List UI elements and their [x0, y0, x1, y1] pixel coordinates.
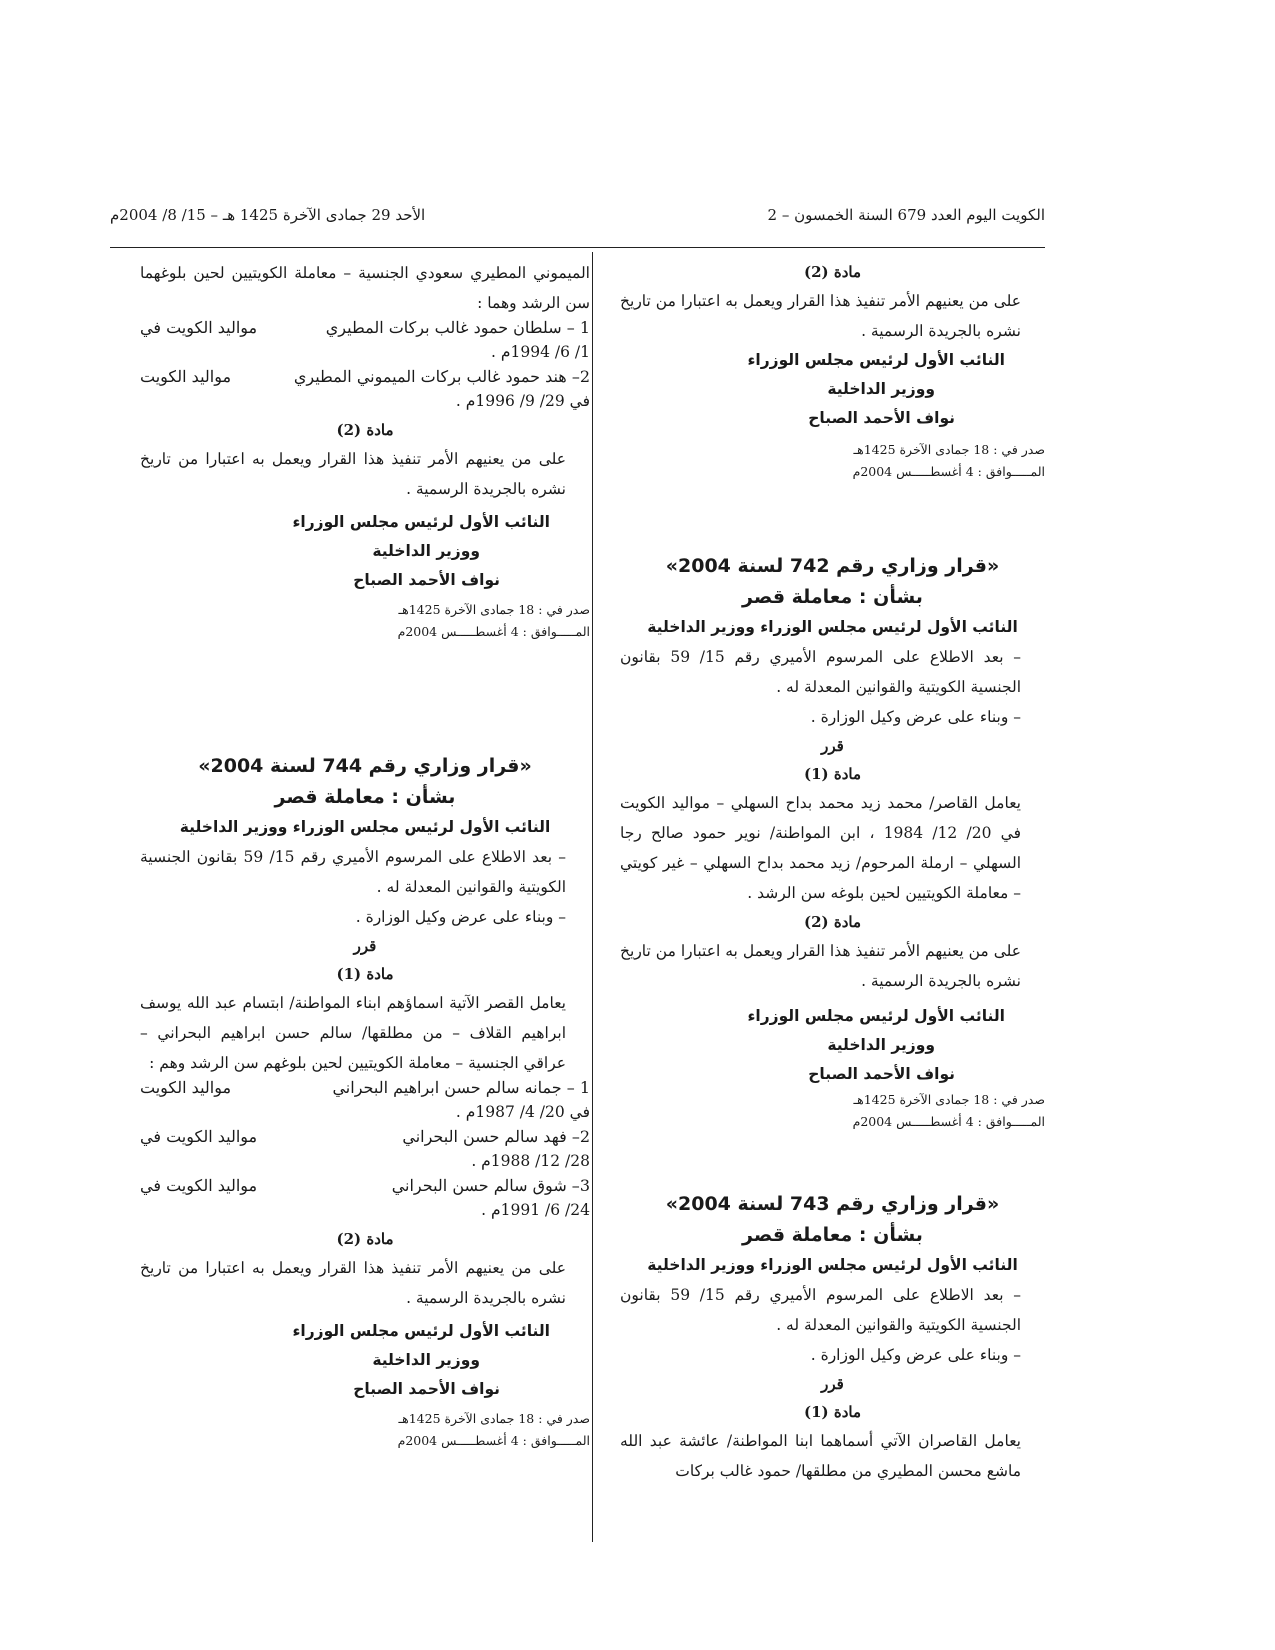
article-text: على من يعنيهم الأمر تنفيذ هذا القرار ويعمل به اعتبارا من تاريخ نشره بالجريدة الرسمية . [140, 1259, 566, 1307]
corresponding-date: المـــــوافق : 4 أغسطـــــس 2004م [397, 624, 590, 639]
preamble-text: – وبناء على عرض وكيل الوزارة . [810, 708, 1021, 726]
list-item [140, 1127, 590, 1146]
signature-ministry: ووزير الداخلية [827, 380, 935, 398]
list-item-date: 1/ 6/ 1994م . [491, 343, 590, 361]
header-publication: الكويت اليوم العدد 679 السنة الخمسون – 2 [767, 206, 1045, 224]
decree-title: «قرار وزاري رقم 744 لسنة 2004» [198, 755, 532, 777]
article-text: على من يعنيهم الأمر تنفيذ هذا القرار ويعمل به اعتبارا من تاريخ نشره بالجريدة الرسمية . [620, 292, 1021, 340]
list-item-birthplace: مواليد الكويت [140, 1078, 232, 1097]
decree-title: «قرار وزاري رقم 742 لسنة 2004» [665, 555, 1000, 577]
issue-date: صدر في : 18 جمادى الآخرة 1425هـ [398, 1411, 590, 1426]
article-text: يعامل القاصران الآتي أسماهما ابنا المواطنة/ عائشة عبد الله ماشع محسن المطيري من مطلقها/ حمود غالب بركات [620, 1432, 1021, 1480]
signature-name: نواف الأحمد الصباح [808, 1065, 955, 1083]
preamble-text: – بعد الاطلاع على المرسوم الأميري رقم 15/ 59 بقانون الجنسية الكويتية والقوانين المعدلة له . [140, 848, 566, 896]
article-text: يعامل القاصر/ محمد زيد محمد بداح السهلي – مواليد الكويت في 20/ 12/ 1984 ، ابن المواطنة/ نوير حمود صالح رجا السهلي – ارملة المرحوم/ زيد محمد بداح السهلي – غير كويتي – معاملة الكويتيين لحين بلوغه سن الرشد . [620, 794, 1021, 902]
list-item [140, 1176, 590, 1195]
prev-decree-end [620, 258, 1045, 483]
issue-date: صدر في : 18 جمادى الآخرة 1425هـ [398, 602, 590, 617]
header-date: الأحد 29 جمادى الآخرة 1425 هـ – 15/ 8/ 2004م [110, 206, 426, 224]
list-item-name: 2– هند حمود غالب بركات الميموني المطيري [293, 367, 590, 386]
decree-744 [140, 750, 590, 1452]
signature-title: النائب الأول لرئيس مجلس الوزراء [292, 1322, 550, 1340]
preamble-text: – وبناء على عرض وكيل الوزارة . [355, 908, 566, 926]
corresponding-date: المـــــوافق : 4 أغسطـــــس 2004م [397, 1433, 590, 1448]
list-item-name: 1 – جمانه سالم حسن ابراهيم البحراني [332, 1078, 590, 1097]
article-heading: مادة (2) [336, 1230, 394, 1248]
list-item-birthplace: مواليد الكويت في [140, 318, 258, 337]
continuation-text: الميموني المطيري سعودي الجنسية – معاملة الكويتيين لحين بلوغهما سن الرشد وهما : [140, 264, 590, 312]
signature-title: النائب الأول لرئيس مجلس الوزراء [747, 351, 1005, 369]
decree-subject: بشأن : معاملة قصر [742, 586, 923, 608]
article-heading: مادة (1) [803, 1403, 861, 1421]
issue-date: صدر في : 18 جمادى الآخرة 1425هـ [853, 442, 1045, 457]
list-item-birthplace: مواليد الكويت في [140, 1176, 258, 1195]
list-item-birthplace: مواليد الكويت في [140, 1127, 258, 1146]
signature-name: نواف الأحمد الصباح [808, 409, 955, 427]
article-heading: مادة (1) [336, 965, 394, 983]
decided-heading: قرر [821, 737, 844, 755]
preamble-text: – وبناء على عرض وكيل الوزارة . [810, 1346, 1021, 1364]
signature-name: نواف الأحمد الصباح [353, 571, 500, 589]
article-heading: مادة (2) [803, 263, 861, 281]
list-item-date: 28/ 12/ 1988م . [471, 1152, 590, 1170]
list-item-name: 1 – سلطان حمود غالب بركات المطيري [325, 318, 590, 337]
column-divider [592, 252, 593, 1542]
list-item-birthplace: مواليد الكويت [140, 367, 232, 386]
signature-ministry: ووزير الداخلية [372, 1351, 480, 1369]
signature-ministry: ووزير الداخلية [827, 1036, 935, 1054]
decree-subject: بشأن : معاملة قصر [742, 1224, 923, 1246]
decided-heading: قرر [821, 1375, 844, 1393]
preamble-text: – بعد الاطلاع على المرسوم الأميري رقم 15/ 59 بقانون الجنسية الكويتية والقوانين المعدلة له . [620, 1286, 1022, 1334]
article-text: يعامل القصر الآتية اسماؤهم ابناء المواطنة/ ابتسام عبد الله يوسف ابراهيم القلاف – من مطلقها/ سالم حسن ابراهيم البحراني – عراقي الجنسية – معاملة الكويتيين لحين بلوغهم سن الرشد وهم : [140, 994, 566, 1072]
signature-ministry: ووزير الداخلية [372, 542, 480, 560]
article-heading: مادة (2) [336, 421, 394, 439]
decree-subject: بشأن : معاملة قصر [274, 786, 456, 808]
decided-heading: قرر [353, 937, 377, 955]
decree-continuation [140, 258, 590, 643]
decree-authority: النائب الأول لرئيس مجلس الوزراء ووزير الداخلية [179, 818, 551, 836]
article-heading: مادة (1) [803, 765, 861, 783]
list-item-date: في 20/ 4/ 1987م . [455, 1103, 590, 1121]
decree-authority: النائب الأول لرئيس مجلس الوزراء ووزير الداخلية [647, 1256, 1018, 1274]
corresponding-date: المـــــوافق : 4 أغسطـــــس 2004م [852, 464, 1045, 479]
list-item [140, 1078, 590, 1097]
article-text: على من يعنيهم الأمر تنفيذ هذا القرار ويعمل به اعتبارا من تاريخ نشره بالجريدة الرسمية . [620, 942, 1021, 990]
preamble-text: – بعد الاطلاع على المرسوم الأميري رقم 15/ 59 بقانون الجنسية الكويتية والقوانين المعدلة له . [620, 648, 1022, 696]
decree-743 [620, 1188, 1045, 1486]
signature-title: النائب الأول لرئيس مجلس الوزراء [747, 1007, 1005, 1025]
signature-title: النائب الأول لرئيس مجلس الوزراء [292, 513, 550, 531]
list-item-date: 24/ 6/ 1991م . [481, 1201, 590, 1219]
decree-authority: النائب الأول لرئيس مجلس الوزراء ووزير الداخلية [647, 618, 1018, 636]
decree-742 [620, 550, 1045, 1133]
article-heading: مادة (2) [803, 913, 861, 931]
list-item [140, 367, 590, 386]
header-rule [110, 247, 1045, 248]
article-text: على من يعنيهم الأمر تنفيذ هذا القرار ويعمل به اعتبارا من تاريخ نشره بالجريدة الرسمية . [140, 450, 566, 498]
list-item [140, 318, 590, 337]
page-header [110, 200, 1045, 240]
list-item-name: 3– شوق سالم حسن البحراني [391, 1176, 590, 1195]
issue-date: صدر في : 18 جمادى الآخرة 1425هـ [853, 1092, 1045, 1107]
list-item-date: في 29/ 9/ 1996م . [455, 392, 590, 410]
decree-title: «قرار وزاري رقم 743 لسنة 2004» [665, 1193, 1000, 1215]
list-item-name: 2– فهد سالم حسن البحراني [402, 1127, 590, 1146]
signature-name: نواف الأحمد الصباح [353, 1380, 500, 1398]
corresponding-date: المـــــوافق : 4 أغسطـــــس 2004م [852, 1114, 1045, 1129]
